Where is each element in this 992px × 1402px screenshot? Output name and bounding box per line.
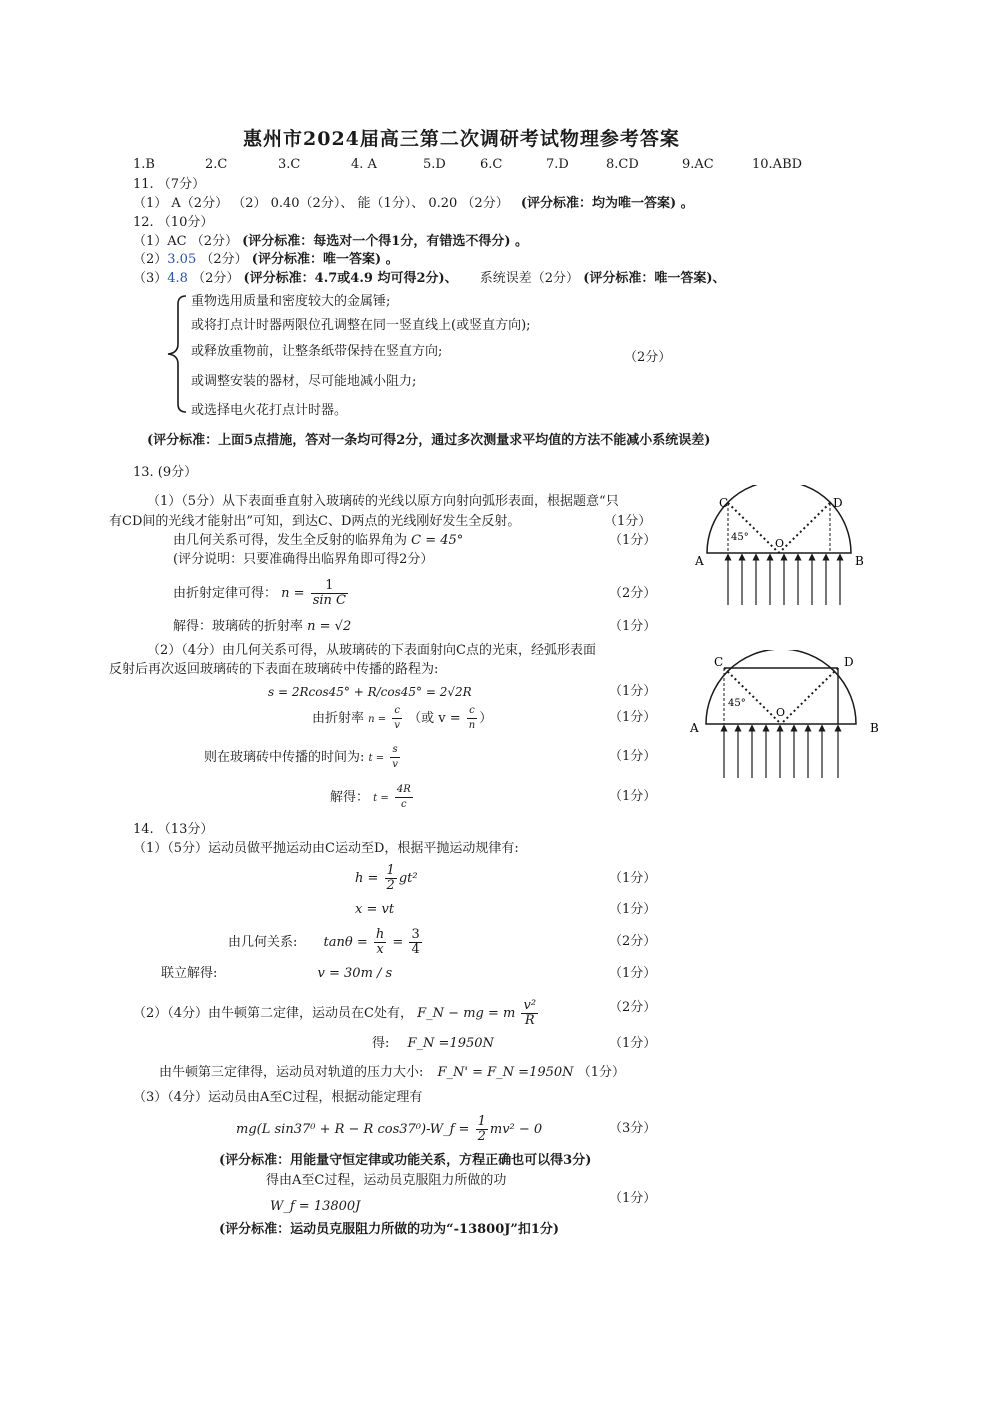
mc-answer: 10.ABD [752, 157, 803, 172]
label-o: O [776, 706, 786, 719]
angle-label: 45° [731, 532, 749, 543]
q12-part2: （2）3.05 （2分） (评分标准：唯一答案) 。 [133, 252, 399, 267]
q12-part3: （3）4.8 （2分） (评分标准：4.7或4.9 均可得2分)、 系统误差（2分） (评分标准：唯一答案)、 [133, 271, 726, 286]
figure-semicircle-1 [695, 485, 875, 610]
measures-brace [158, 292, 190, 418]
label-b: B [870, 721, 879, 735]
q14-eq8: mg(L sin37⁰ + R − R cos37⁰)-W_f = $\frac{1}{2}$ mv² − 0 [236, 1114, 543, 1144]
measure-item: 或调整安装的器材，尽可能地减小阻力; [191, 374, 417, 389]
q14-p2: （2）（4分）由牛顿第二定律，运动员在C处有， F_N − mg = m $\frac{\text{v²}}{R}$ [133, 998, 537, 1028]
q13-p1b: 有CD间的光线才能射出”可知，到达C、D两点的光线刚好发生全反射。 [109, 514, 521, 529]
mc-answer: 2.C [205, 157, 228, 172]
q13-p1f: 解得：玻璃砖的折射率 n = √2 [173, 619, 352, 634]
score: （1分） [604, 514, 652, 529]
page-title: 惠州市2024届高三第二次调研考试物理参考答案 [243, 128, 680, 150]
q13-p2d: 由折射率 n = $\frac{c}{v}$ （或 v = $\frac{c}{n}$ ） [312, 705, 493, 731]
score: （1分） [609, 684, 657, 699]
q13-p1d: (评分说明：只要准确得出临界角即可得2分） [173, 552, 434, 567]
score: （1分） [609, 789, 657, 804]
q13-p2b: 反射后再次返回玻璃砖的下表面在玻璃砖中传播的路程为: [109, 662, 439, 677]
q14-eq3: 由几何关系: tanθ = $\frac{h}{x}$ = $\frac{3}{4}$ [228, 927, 420, 957]
score: （1分） [609, 749, 657, 764]
q12-part1: （1）AC （2分） (评分标准：每选对一个得1分，有错选不得分) 。 [133, 234, 529, 249]
mc-answer: 7.D [546, 157, 569, 172]
q14-eq9: W_f = 13800J [270, 1199, 361, 1214]
measure-item: 或选择电火花打点计时器。 [191, 403, 348, 418]
score: （1分） [609, 1191, 657, 1206]
score: （1分） [609, 533, 657, 548]
mc-answer: 9.AC [682, 157, 714, 172]
score: （3分） [609, 1121, 657, 1136]
figure-semicircle-2 [688, 650, 888, 782]
score: （1分） [609, 966, 657, 981]
mc-answer: 6.C [480, 157, 503, 172]
q13-p2a: （2）（4分）由几何关系可得，从玻璃砖的下表面射向C点的光束，经弧形表面 [147, 643, 596, 658]
q14-note2: (评分标准：运动员克服阻力所做的功为“-13800J”扣1分) [219, 1222, 560, 1237]
score: （1分） [609, 871, 657, 886]
label-b: B [855, 554, 864, 568]
label-d: D [833, 496, 843, 510]
q14-p3b: 得由A至C过程，运动员克服阻力所做的功 [266, 1173, 507, 1188]
score: （2分） [609, 1000, 657, 1015]
q14-eq2: x = vt [355, 902, 395, 917]
score: （1分） [609, 619, 657, 634]
q12-heading: 12. （10分） [133, 215, 214, 230]
q14-eq1: h = $\frac{1}{2}$ gt² [355, 863, 418, 893]
q11-answer: （1） A（2分） （2） 0.40（2分）、 能（1分）、 0.20 （2分） (评分标准：均为唯一答案) 。 [133, 196, 694, 211]
measure-item: 或释放重物前，让整条纸带保持在竖直方向; [191, 344, 443, 359]
q13-p1e: 由折射定律可得： n = $\frac{1}{\text{sin C}}$ [173, 578, 346, 608]
score: （1分） [609, 710, 657, 725]
q12-note: (评分标准：上面5点措施，答对一条均可得2分，通过多次测量求平均值的方法不能减小系统误差) [147, 433, 711, 448]
q14-eq4: 联立解得: v = 30m / s [161, 966, 393, 981]
label-d: D [844, 655, 854, 669]
label-c: C [719, 496, 729, 510]
score: （2分） [609, 934, 657, 949]
measure-item: 重物选用质量和密度较大的金属锤; [191, 294, 391, 309]
label-a: A [695, 554, 704, 568]
score: （2分） [609, 586, 657, 601]
measures-score: （2分） [624, 350, 672, 365]
q14-note1: (评分标准：用能量守恒定律或功能关系，方程正确也可以得3分) [219, 1153, 592, 1168]
score: （1分） [609, 1036, 657, 1051]
label-o: O [775, 537, 785, 550]
q11-heading: 11. （7分） [133, 177, 206, 192]
angle-label: 45° [728, 698, 746, 709]
score: （1分） [609, 902, 657, 917]
mc-answer: 3.C [278, 157, 301, 172]
label-c: C [714, 655, 724, 669]
q13-p1a: （1）（5分）从下表面垂直射入玻璃砖的光线以原方向射向弧形表面，根据题意“只 [147, 494, 619, 509]
q14-eq6: 得: F_N =1950N [372, 1036, 494, 1051]
mc-answer: 4. A [351, 157, 377, 172]
q13-heading: 13. (9分） [133, 465, 198, 480]
q13-p1c: 由几何关系可得，发生全反射的临界角为 C = 45° [173, 533, 464, 548]
q13-p2f: 解得： t = $\frac{4R}{c}$ [330, 784, 411, 810]
q14-p3: （3）（4分）运动员由A至C过程，根据动能定理有 [133, 1090, 423, 1105]
q14-p1: （1）（5分）运动员做平抛运动由C运动至D，根据平抛运动规律有: [133, 841, 519, 856]
fraction: $\frac{1}{\text{sin C}}$ [312, 578, 346, 608]
mc-answer: 1.B [133, 157, 155, 172]
q14-heading: 14. （13分） [133, 822, 214, 837]
q14-p2b: 由牛顿第三定律得，运动员对轨道的压力大小: F_N' = F_N =1950N （1分） [159, 1065, 625, 1080]
q13-p2c: s = 2Rcos45° + R/cos45° = 2√2R [268, 685, 472, 699]
q13-p2e: 则在玻璃砖中传播的时间为: t = $\frac{s}{v}$ [204, 744, 398, 770]
mc-answer: 5.D [423, 157, 446, 172]
label-a: A [690, 721, 699, 735]
measure-item: 或将打点计时器两限位孔调整在同一竖直线上(或竖直方向); [191, 318, 531, 333]
mc-answer: 8.CD [606, 157, 639, 172]
